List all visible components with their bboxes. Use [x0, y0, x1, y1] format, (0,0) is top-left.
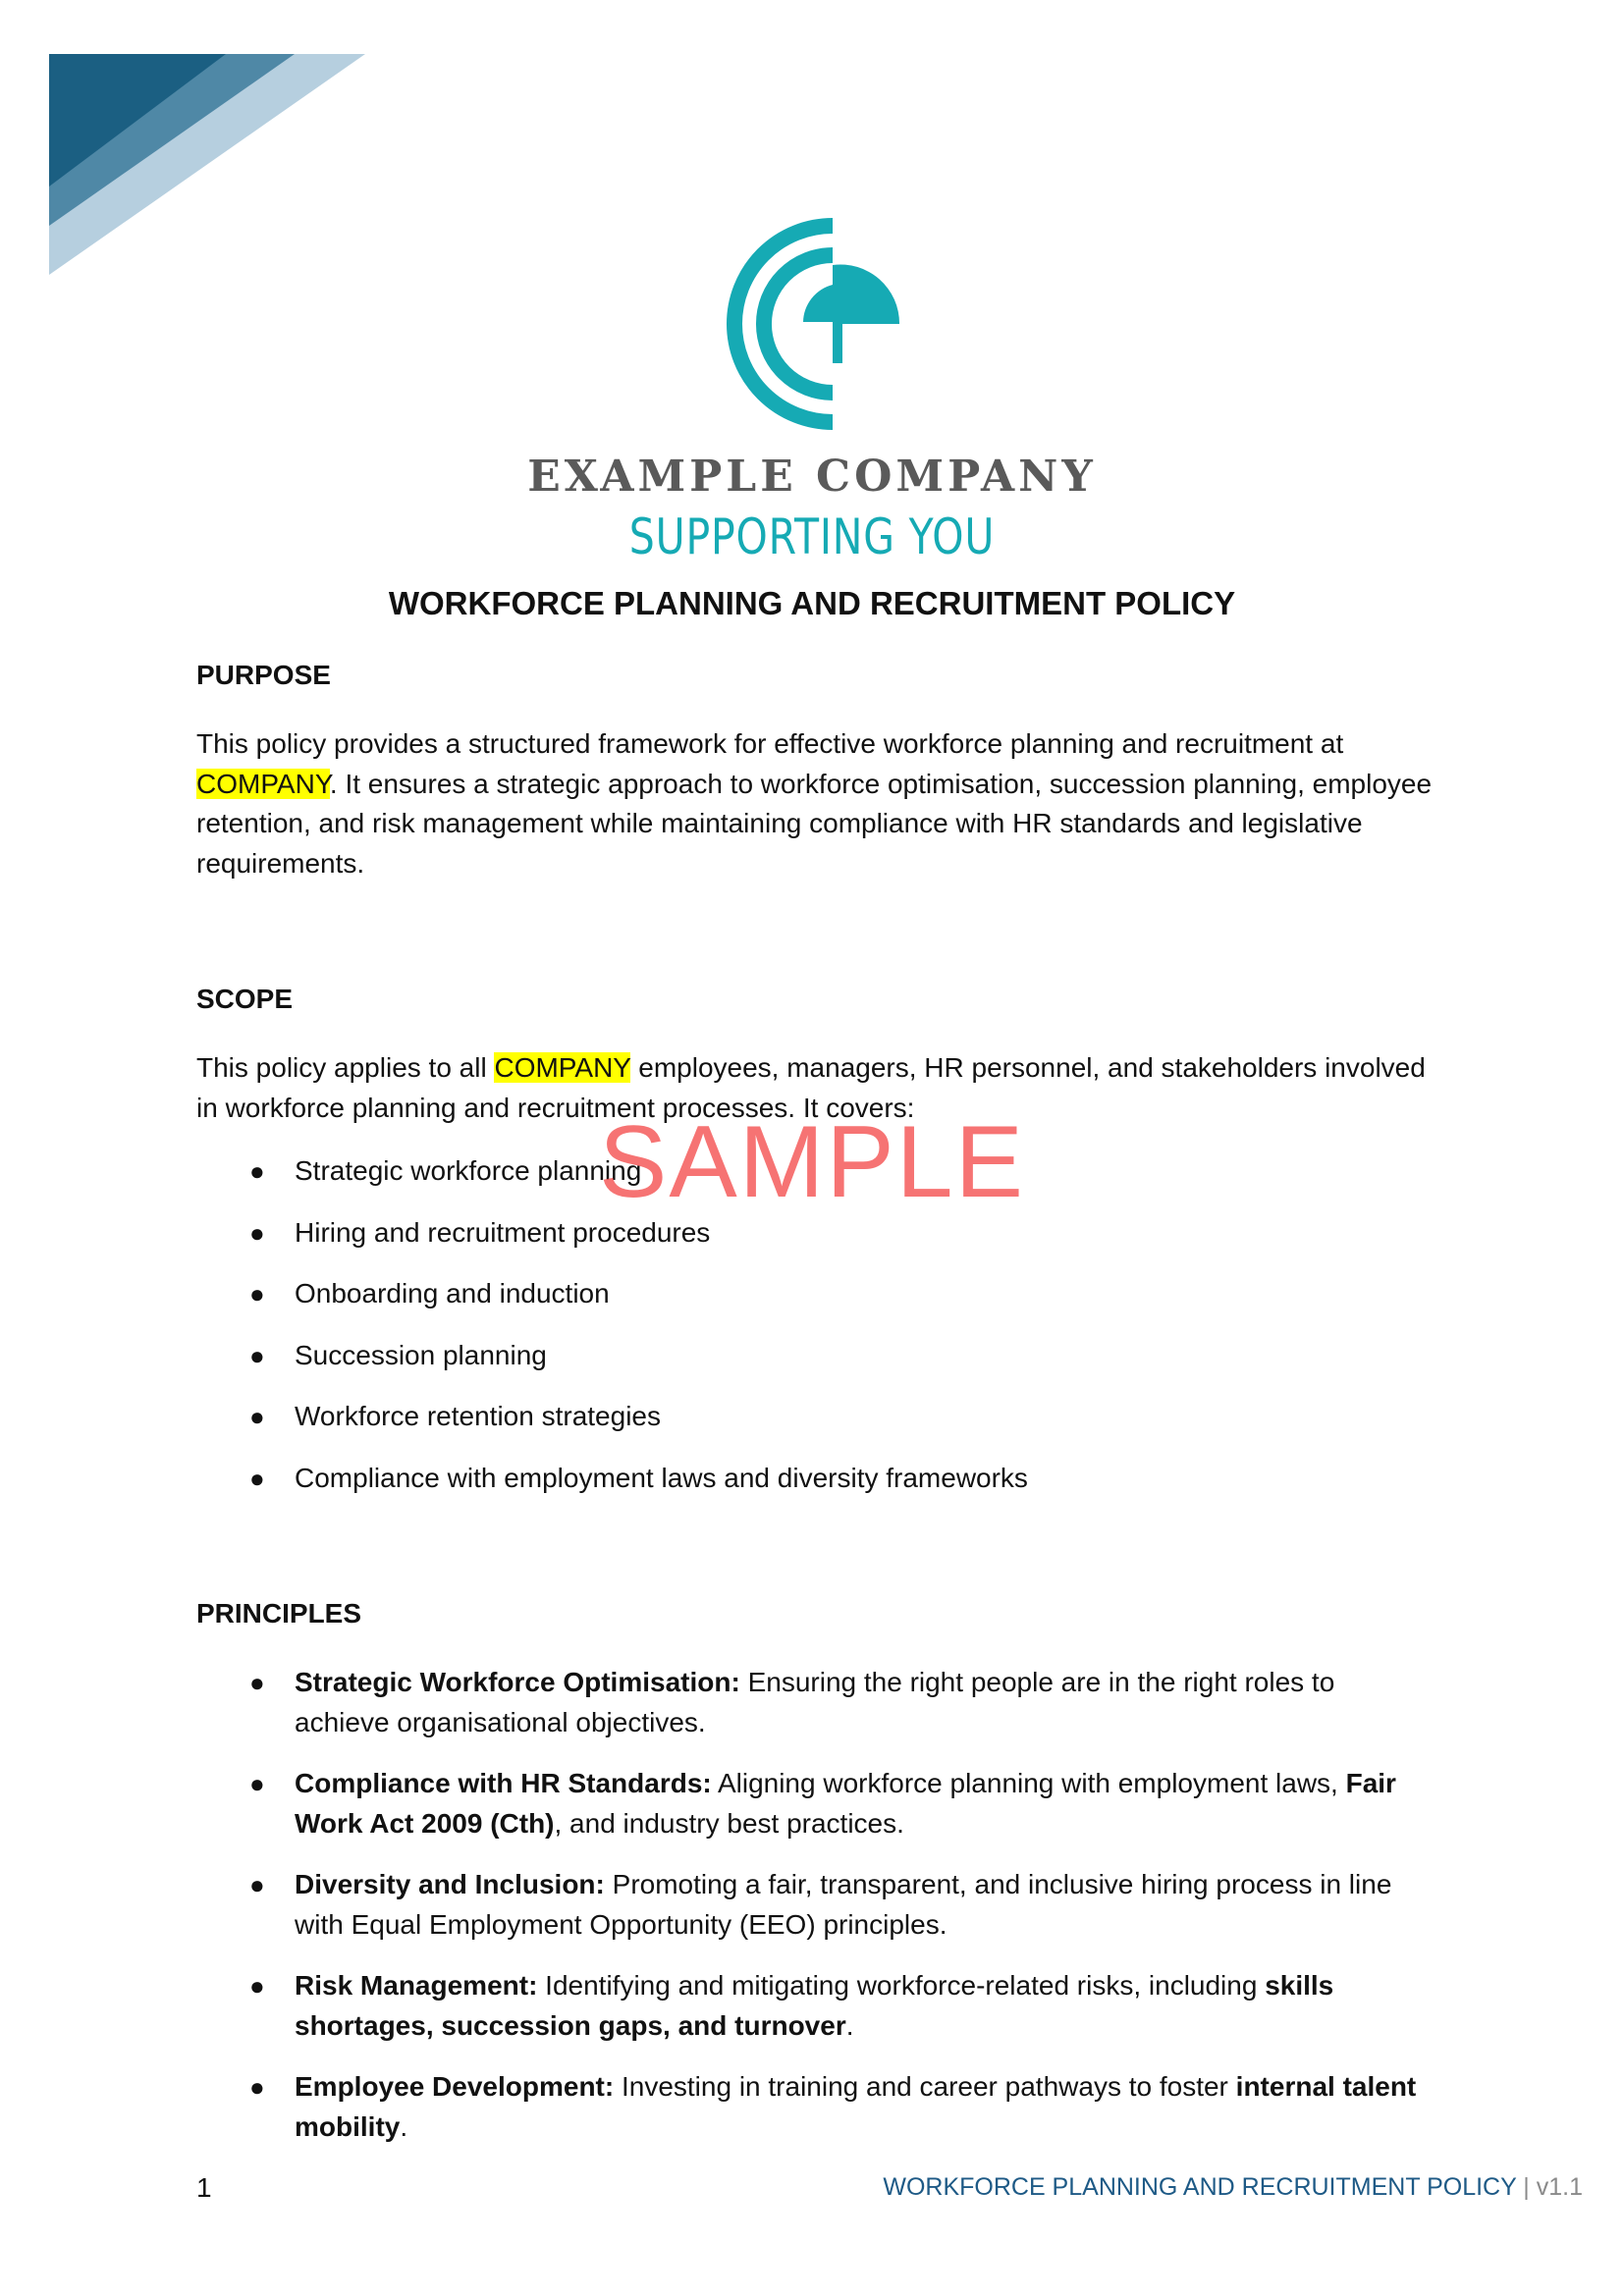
principles-heading: PRINCIPLES	[196, 1598, 362, 1629]
company-placeholder: COMPANY	[196, 768, 330, 799]
bullet-icon: ●	[249, 1402, 265, 1431]
list-item-text: Hiring and recruitment procedures	[295, 1216, 711, 1248]
principle-text: Promoting a fair, transparent, and inclusive hiring process in line with Equal Employment Opportunity (EEO) principles.	[295, 1869, 1392, 1940]
footer-separator: |	[1516, 2173, 1537, 2201]
company-placeholder: COMPANY	[494, 1052, 631, 1083]
bullet-icon: ●	[249, 1217, 265, 1248]
scope-text-start: This policy applies to all	[196, 1052, 495, 1083]
list-item	[196, 1663, 1434, 1742]
list-item-text: Succession planning	[295, 1339, 547, 1370]
principle-text: .	[400, 2110, 408, 2142]
bullet-icon: ●	[249, 1156, 265, 1186]
list-item	[196, 1336, 1434, 1376]
list-item	[196, 2067, 1434, 2147]
principle-label: Compliance with HR Standards:	[295, 1768, 712, 1798]
footer-version: v1.1	[1536, 2173, 1583, 2201]
page-number: 1	[196, 2172, 212, 2203]
bullet-icon: ●	[249, 1279, 265, 1308]
principle-emphasis: Fair Work Act 2009 (Cth)	[295, 1768, 1396, 1839]
corner-decoration	[0, 0, 393, 294]
principle-text: Ensuring the right people are in the right roles to achieve organisational objectives.	[295, 1667, 1335, 1737]
list-item-text: Compliance with employment laws and diversity frameworks	[295, 1462, 1028, 1493]
list-item-text: Onboarding and induction	[295, 1278, 610, 1308]
principle-text: Aligning workforce planning with employment laws,	[711, 1768, 1346, 1798]
company-tagline: SUPPORTING YOU	[628, 508, 996, 565]
bullet-icon: ●	[249, 1870, 265, 1899]
principle-label: Risk Management:	[295, 1970, 538, 2001]
scope-text-end: employees, managers, HR personnel, and stakeholders involved in workforce planning and recruitment processes. It covers:	[196, 1052, 1426, 1123]
sample-watermark: SAMPLE	[599, 1105, 1025, 1219]
principle-text: , and industry best practices.	[554, 1807, 904, 1839]
bullet-icon: ●	[249, 1971, 265, 2001]
principle-label: Employee Development:	[295, 2071, 615, 2102]
list-item	[196, 1397, 1434, 1437]
bullet-icon: ●	[249, 1769, 265, 1798]
principle-emphasis: internal talent mobility	[295, 2071, 1417, 2142]
company-logo-icon	[717, 206, 913, 432]
list-item-text: Strategic workforce planning	[295, 1155, 642, 1186]
bullet-icon: ●	[249, 1340, 265, 1370]
bullet-icon: ●	[249, 1463, 265, 1493]
bullet-icon: ●	[249, 1668, 265, 1697]
bullet-icon: ●	[249, 2072, 265, 2102]
scope-heading: SCOPE	[196, 984, 294, 1014]
list-item-text: Workforce retention strategies	[295, 1401, 661, 1431]
document-title: WORKFORCE PLANNING AND RECRUITMENT POLICY	[388, 585, 1236, 621]
purpose-paragraph	[196, 724, 1434, 883]
document-body	[196, 656, 1434, 2168]
purpose-text-end: . It ensures a strategic approach to workforce optimisation, succession planning, employee retention, and risk management while maintaining compliance with HR standards and legislative requirements.	[196, 768, 1433, 879]
list-item	[196, 1274, 1434, 1314]
principle-text: Investing in training and career pathways to foster	[614, 2071, 1236, 2102]
principle-label: Strategic Workforce Optimisation:	[295, 1667, 740, 1697]
list-item	[196, 1865, 1434, 1945]
list-item	[196, 1966, 1434, 2046]
principle-emphasis: skills shortages, succession gaps, and turnover	[295, 1970, 1334, 2041]
company-name: EXAMPLE COMPANY	[527, 452, 1097, 502]
footer-title-text: WORKFORCE PLANNING AND RECRUITMENT POLICY	[883, 2173, 1517, 2201]
footer-title	[883, 2173, 1583, 2202]
list-item	[196, 1764, 1434, 1843]
purpose-heading: PURPOSE	[196, 660, 331, 690]
principle-label: Diversity and Inclusion:	[295, 1869, 605, 1899]
purpose-text-start: This policy provides a structured framework for effective workforce planning and recruitment at	[196, 728, 1344, 759]
principles-list	[196, 1663, 1434, 2147]
principle-text: .	[845, 2009, 854, 2041]
list-item	[196, 1459, 1434, 1499]
principle-text: Identifying and mitigating workforce-related risks, including	[537, 1970, 1266, 2001]
